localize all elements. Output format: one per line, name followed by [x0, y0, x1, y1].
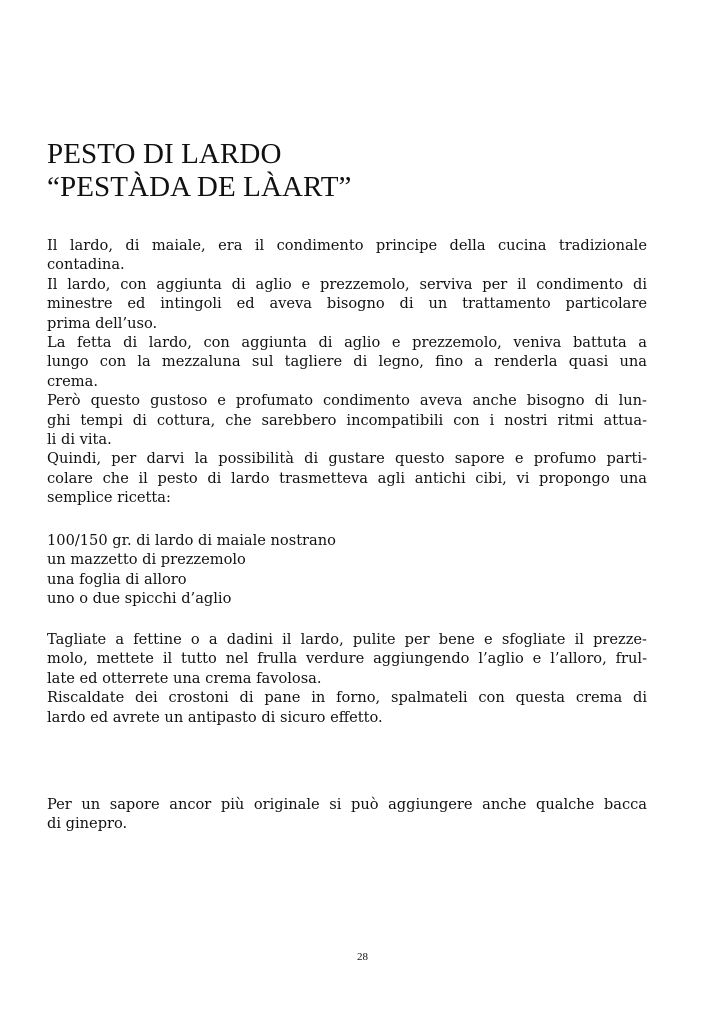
ingredients-list [47, 531, 647, 609]
ingredient-item: una foglia di alloro [47, 570, 187, 588]
intro-line: lungo con la mezzaluna sul tagliere di legno, fino a renderla quasi una [47, 353, 647, 371]
note-line: Per un sapore ancor più originale si può aggiungere anche qualche bacca [47, 796, 647, 813]
intro-line: colare che il pesto di lardo trasmetteva agli antichi cibi, vi propongo una [47, 469, 647, 487]
intro-line: prima dell’uso. [47, 314, 158, 332]
note-line: di ginepro. [47, 815, 128, 833]
recipe-title-dialect: “PESTÀDA DE LÀART” [47, 171, 352, 203]
note-paragraph [47, 795, 647, 834]
intro-line: Il lardo, di maiale, era il condimento principe della cucina tradizionale [47, 237, 647, 254]
intro-paragraphs [47, 236, 647, 508]
method-paragraphs [47, 630, 647, 727]
intro-line: li di vita. [47, 431, 112, 449]
ingredient-item: uno o due spicchi d’aglio [47, 590, 232, 608]
intro-line: Però questo gustoso e profumato condimento aveva anche bisogno di lun- [47, 392, 647, 410]
page-number: 28 [357, 951, 368, 963]
method-line: Tagliate a fettine o a dadini il lardo, pulite per bene e sfogliate il prezze- [47, 631, 647, 648]
recipe-title [47, 138, 687, 204]
method-line: Riscaldate dei crostoni di pane in forno, spalmateli con questa crema di [47, 689, 647, 707]
intro-line: La fetta di lardo, con aggiunta di aglio e prezzemolo, veniva battuta a [47, 334, 647, 352]
ingredient-item: un mazzetto di prezzemolo [47, 551, 246, 569]
intro-line: contadina. [47, 256, 125, 274]
method-line: molo, mettete il tutto nel frulla verdure aggiungendo l’aglio e l’alloro, frul- [47, 650, 647, 668]
intro-line: semplice ricetta: [47, 489, 171, 507]
method-line: lardo ed avrete un antipasto di sicuro effetto. [47, 708, 383, 726]
ingredient-item: 100/150 gr. di lardo di maiale nostrano [47, 532, 336, 549]
recipe-title-italian: PESTO DI LARDO [47, 138, 282, 170]
intro-line: ghi tempi di cottura, che sarebbero incompatibili con i nostri ritmi attua- [47, 411, 647, 429]
method-line: late ed otterrete una crema favolosa. [47, 669, 322, 687]
intro-line: Quindi, per darvi la possibilità di gustare questo sapore e profumo parti- [47, 450, 647, 468]
intro-line: Il lardo, con aggiunta di aglio e prezzemolo, serviva per il condimento di [47, 275, 647, 293]
intro-line: minestre ed intingoli ed aveva bisogno di un trattamento particolare [47, 295, 647, 313]
intro-line: crema. [47, 372, 98, 390]
